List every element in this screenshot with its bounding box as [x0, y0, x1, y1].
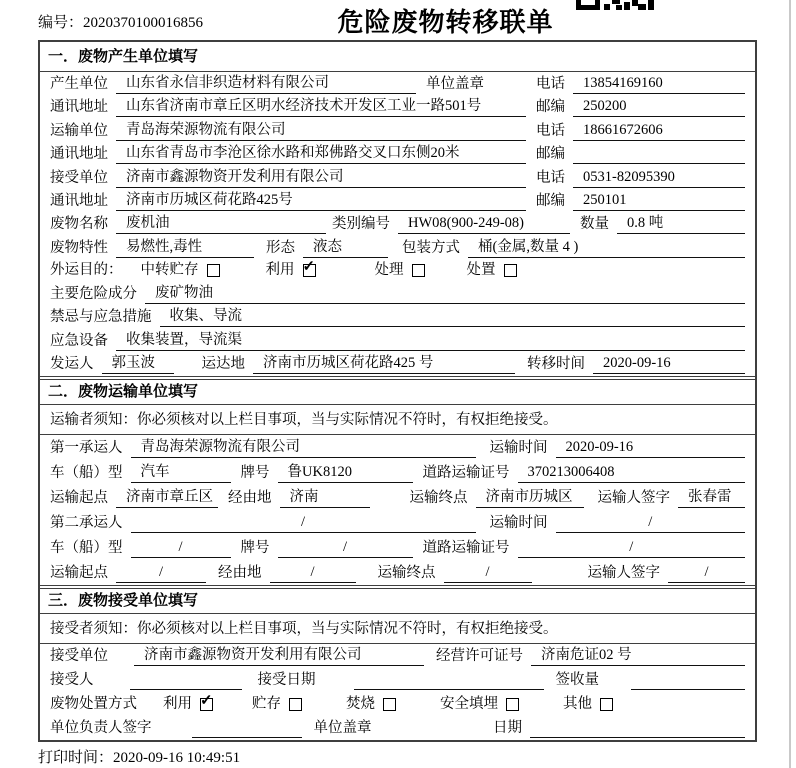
- section3-rows: [40, 644, 755, 740]
- print-time-value: 2020-09-16 10:49:51: [113, 750, 241, 766]
- origin-label: 运输起点: [50, 489, 108, 506]
- recipient-row: [50, 671, 745, 690]
- responsible-signature-label: 单位负责人签字: [50, 719, 152, 736]
- form-value: 液态: [303, 238, 388, 258]
- checkbox-utilize: [303, 264, 316, 277]
- first-carrier-signature-value: 张春雷: [678, 488, 745, 508]
- purpose-option-transfer-storage: [141, 261, 220, 280]
- quantity-value: 0.8 吨: [617, 214, 745, 234]
- checkbox-label: 安全填埋: [440, 695, 498, 712]
- responsible-signature-value: [192, 737, 302, 738]
- first-vehicle-row: [50, 463, 745, 483]
- checkbox-label: 焚烧: [346, 695, 375, 712]
- producer-address-value: 山东省济南市章丘区明水经济技术开发区工业一路501号: [116, 97, 526, 117]
- disposal-option-storage: [252, 695, 302, 714]
- quantity-label: 数量: [580, 216, 609, 233]
- producer-row: [50, 74, 745, 94]
- zip-label: 邮编: [536, 146, 565, 163]
- producer-zip-value: 250200: [573, 97, 745, 117]
- received-amount-value: [631, 689, 745, 690]
- receiver-zip-value: 250101: [573, 191, 745, 211]
- phone-label: 电话: [536, 169, 565, 186]
- checkbox-label: 贮存: [252, 695, 281, 712]
- carrier-signature-label: 运输人签字: [597, 489, 670, 506]
- address-label: 通讯地址: [50, 192, 108, 209]
- disposal-method-row: [50, 695, 745, 714]
- receiver-value: 济南市鑫源物资开发利用有限公司: [116, 168, 526, 188]
- road-license-label: 道路运输证号: [422, 464, 510, 481]
- category-value: HW08(900-249-08): [398, 214, 570, 234]
- waste-trait-value: 易燃性,毒性: [116, 238, 254, 258]
- waste-trait-row: [50, 238, 745, 258]
- producer-value: 山东省永信非织造材料有限公司: [116, 74, 416, 94]
- second-plate-value: /: [278, 538, 413, 558]
- shipper-value: 郭玉波: [102, 354, 174, 374]
- checkbox-label: 其他: [563, 695, 592, 712]
- transporter-address-row: [50, 144, 745, 164]
- received-amount-label: 签收量: [555, 672, 599, 689]
- endpoint-label: 运输终点: [377, 564, 436, 581]
- checkbox-dispose: [504, 264, 517, 277]
- disposal-option-other: [563, 695, 613, 714]
- zip-label: 邮编: [536, 99, 565, 116]
- section2-header: 二．废物运输单位填写: [40, 380, 755, 405]
- checkbox-label: 利用: [163, 695, 192, 712]
- transfer-purpose-row: [50, 261, 745, 280]
- origin-label: 运输起点: [50, 564, 108, 581]
- section1-rows: [40, 72, 755, 376]
- transporter-value: 青岛海荣源物流有限公司: [116, 121, 526, 141]
- accepting-unit-value: 济南市鑫源物资开发利用有限公司: [134, 646, 424, 666]
- first-plate-value: 鲁UK8120: [278, 463, 413, 483]
- section1-header: 一．废物产生单位填写: [40, 42, 755, 72]
- vehicle-type-label: 车（船）型: [50, 539, 123, 556]
- producer-label: 产生单位: [50, 75, 108, 92]
- second-via-value: /: [270, 563, 356, 583]
- address-label: 通讯地址: [50, 146, 108, 163]
- carrier-signature-label: 运输人签字: [587, 564, 660, 581]
- first-via-value: 济南: [280, 488, 370, 508]
- page-title: 危险废物转移联单: [337, 7, 554, 37]
- disposal-method-label: 废物处置方式: [50, 695, 137, 712]
- category-label: 类别编号: [332, 216, 390, 233]
- checkbox-label: 处置: [466, 262, 496, 279]
- recipient-label: 接受人: [50, 672, 94, 689]
- receiver-row: [50, 168, 745, 188]
- recipient-value: [130, 689, 242, 690]
- serial-value: 2020370100016856: [83, 15, 204, 31]
- section3-header: 三．废物接受单位填写: [40, 589, 755, 614]
- hazard-component-row: [50, 284, 745, 304]
- second-road-license-value: /: [518, 538, 746, 558]
- packaging-value: 桶(金属,数量 4 ): [468, 238, 745, 258]
- permit-number-value: 济南危证02 号: [531, 646, 745, 666]
- section2-rows: [40, 435, 755, 585]
- transporter-notice: 运输者须知：你必须核对以上栏目事项，当与实际情况不符时，有权拒绝接受。: [40, 405, 755, 435]
- first-endpoint-value: 济南市历城区: [476, 488, 584, 508]
- plate-label: 牌号: [240, 464, 270, 481]
- print-timestamp: [38, 746, 240, 767]
- receiver-phone-value: 0531-82095390: [573, 168, 745, 188]
- checkbox-disposal-storage: [289, 698, 302, 711]
- emergency-equipment-label: 应急设备: [50, 332, 108, 349]
- receiver-notice: 接受者须知：你必须核对以上栏目事项，当与实际情况不符时，有权拒绝接受。: [40, 614, 755, 644]
- receiver-address-value: 济南市历城区荷花路425号: [116, 191, 526, 211]
- road-license-label: 道路运输证号: [422, 539, 510, 556]
- producer-phone-value: 13854169160: [573, 74, 745, 94]
- permit-number-label: 经营许可证号: [436, 648, 523, 665]
- second-vehicle-row: [50, 538, 745, 558]
- receiver-label: 接受单位: [50, 169, 108, 186]
- seal-date-value: [530, 737, 745, 738]
- second-endpoint-value: /: [444, 563, 532, 583]
- transfer-purpose-label: 外运目的：: [50, 262, 123, 279]
- responsible-signature-row: [50, 719, 745, 738]
- first-carrier-label: 第一承运人: [50, 439, 123, 456]
- purpose-option-dispose: [467, 261, 517, 280]
- transport-time-label: 运输时间: [489, 439, 548, 456]
- receiver-address-row: [50, 191, 745, 211]
- transporter-row: [50, 121, 745, 141]
- first-origin-value: 济南市章丘区: [116, 488, 218, 508]
- taboo-measures-label: 禁忌与应急措施: [50, 309, 152, 326]
- shipper-label: 发运人: [50, 356, 94, 373]
- second-carrier-label: 第二承运人: [50, 514, 123, 531]
- transfer-date-label: 转移时间: [527, 356, 585, 373]
- transfer-date-value: 2020-09-16: [593, 354, 745, 374]
- phone-label: 电话: [536, 122, 565, 139]
- transporter-zip-value: [573, 163, 745, 164]
- vehicle-type-label: 车（船）型: [50, 464, 123, 481]
- checkbox-label: 利用: [265, 262, 295, 279]
- disposal-option-landfill: [440, 695, 519, 714]
- date-label: 日期: [493, 719, 522, 736]
- purpose-option-utilize: [266, 261, 316, 280]
- taboo-measures-value: 收集、导流: [160, 307, 746, 327]
- qr-code-fragment: [576, 0, 654, 11]
- plate-label: 牌号: [240, 539, 270, 556]
- second-vehicle-type-value: /: [131, 538, 231, 558]
- second-carrier-signature-value: /: [668, 563, 745, 583]
- hazard-component-label: 主要危险成分: [50, 285, 137, 302]
- accepting-unit-label: 接受单位: [50, 648, 108, 665]
- form-label: 形态: [266, 239, 295, 256]
- second-carrier-value: /: [131, 513, 476, 533]
- shipper-row: [50, 354, 745, 374]
- scan-page-edge-line: [789, 0, 791, 768]
- disposal-option-incinerate: [346, 695, 396, 714]
- waste-name-label: 废物名称: [50, 216, 108, 233]
- checkbox-label: 中转贮存: [140, 262, 199, 279]
- emergency-equipment-value: 收集装置，导流渠: [116, 331, 745, 351]
- via-label: 经由地: [218, 564, 262, 581]
- second-route-row: [50, 563, 745, 583]
- first-transport-time-value: 2020-09-16: [556, 438, 746, 458]
- purpose-option-treat: [375, 261, 425, 280]
- destination-value: 济南市历城区荷花路425 号: [253, 354, 515, 374]
- accept-date-label: 接受日期: [257, 672, 316, 689]
- phone-label: 电话: [536, 75, 565, 92]
- checkbox-label: 处理: [374, 262, 404, 279]
- checkbox-disposal-other: [600, 698, 613, 711]
- packaging-label: 包装方式: [402, 239, 460, 256]
- taboo-measures-row: [50, 307, 745, 327]
- transporter-phone-value: 18661672606: [573, 121, 745, 141]
- checkbox-transfer-storage: [207, 264, 220, 277]
- first-road-license-value: 370213006408: [518, 463, 746, 483]
- disposal-option-utilize: [163, 695, 213, 714]
- print-label: 打印时间：: [38, 750, 114, 766]
- producer-address-row: [50, 97, 745, 117]
- first-route-row: [50, 488, 745, 508]
- checkbox-disposal-utilize: [200, 698, 213, 711]
- transporter-address-value: 山东省青岛市李沧区徐水路和郑佛路交叉口东侧20米: [116, 144, 526, 164]
- transport-time-label: 运输时间: [489, 514, 548, 531]
- waste-trait-label: 废物特性: [50, 239, 108, 256]
- zip-label: 邮编: [536, 192, 565, 209]
- endpoint-label: 运输终点: [409, 489, 468, 506]
- accept-date-value: [354, 689, 544, 690]
- second-carrier-row: [50, 513, 745, 533]
- second-transport-time-value: /: [556, 513, 746, 533]
- accepting-unit-row: [50, 646, 745, 666]
- waste-name-value: 废机油: [116, 214, 326, 234]
- emergency-equipment-row: [50, 331, 745, 351]
- checkbox-treat: [412, 264, 425, 277]
- checkbox-disposal-landfill: [506, 698, 519, 711]
- address-label: 通讯地址: [50, 99, 108, 116]
- hazard-component-value: 废矿物油: [145, 284, 745, 304]
- second-origin-value: /: [116, 563, 206, 583]
- serial-label: 编号：: [38, 15, 84, 31]
- unit-seal-label: 单位盖章: [426, 75, 484, 92]
- first-vehicle-type-value: 汽车: [131, 463, 231, 483]
- first-carrier-row: [50, 438, 745, 458]
- waste-name-row: [50, 214, 745, 234]
- transporter-label: 运输单位: [50, 122, 108, 139]
- first-carrier-value: 青岛海荣源物流有限公司: [131, 438, 476, 458]
- checkbox-disposal-incinerate: [383, 698, 396, 711]
- destination-label: 运达地: [201, 356, 245, 373]
- manifest-form-table: [38, 40, 757, 742]
- via-label: 经由地: [228, 489, 272, 506]
- unit-seal-label: 单位盖章: [313, 719, 372, 736]
